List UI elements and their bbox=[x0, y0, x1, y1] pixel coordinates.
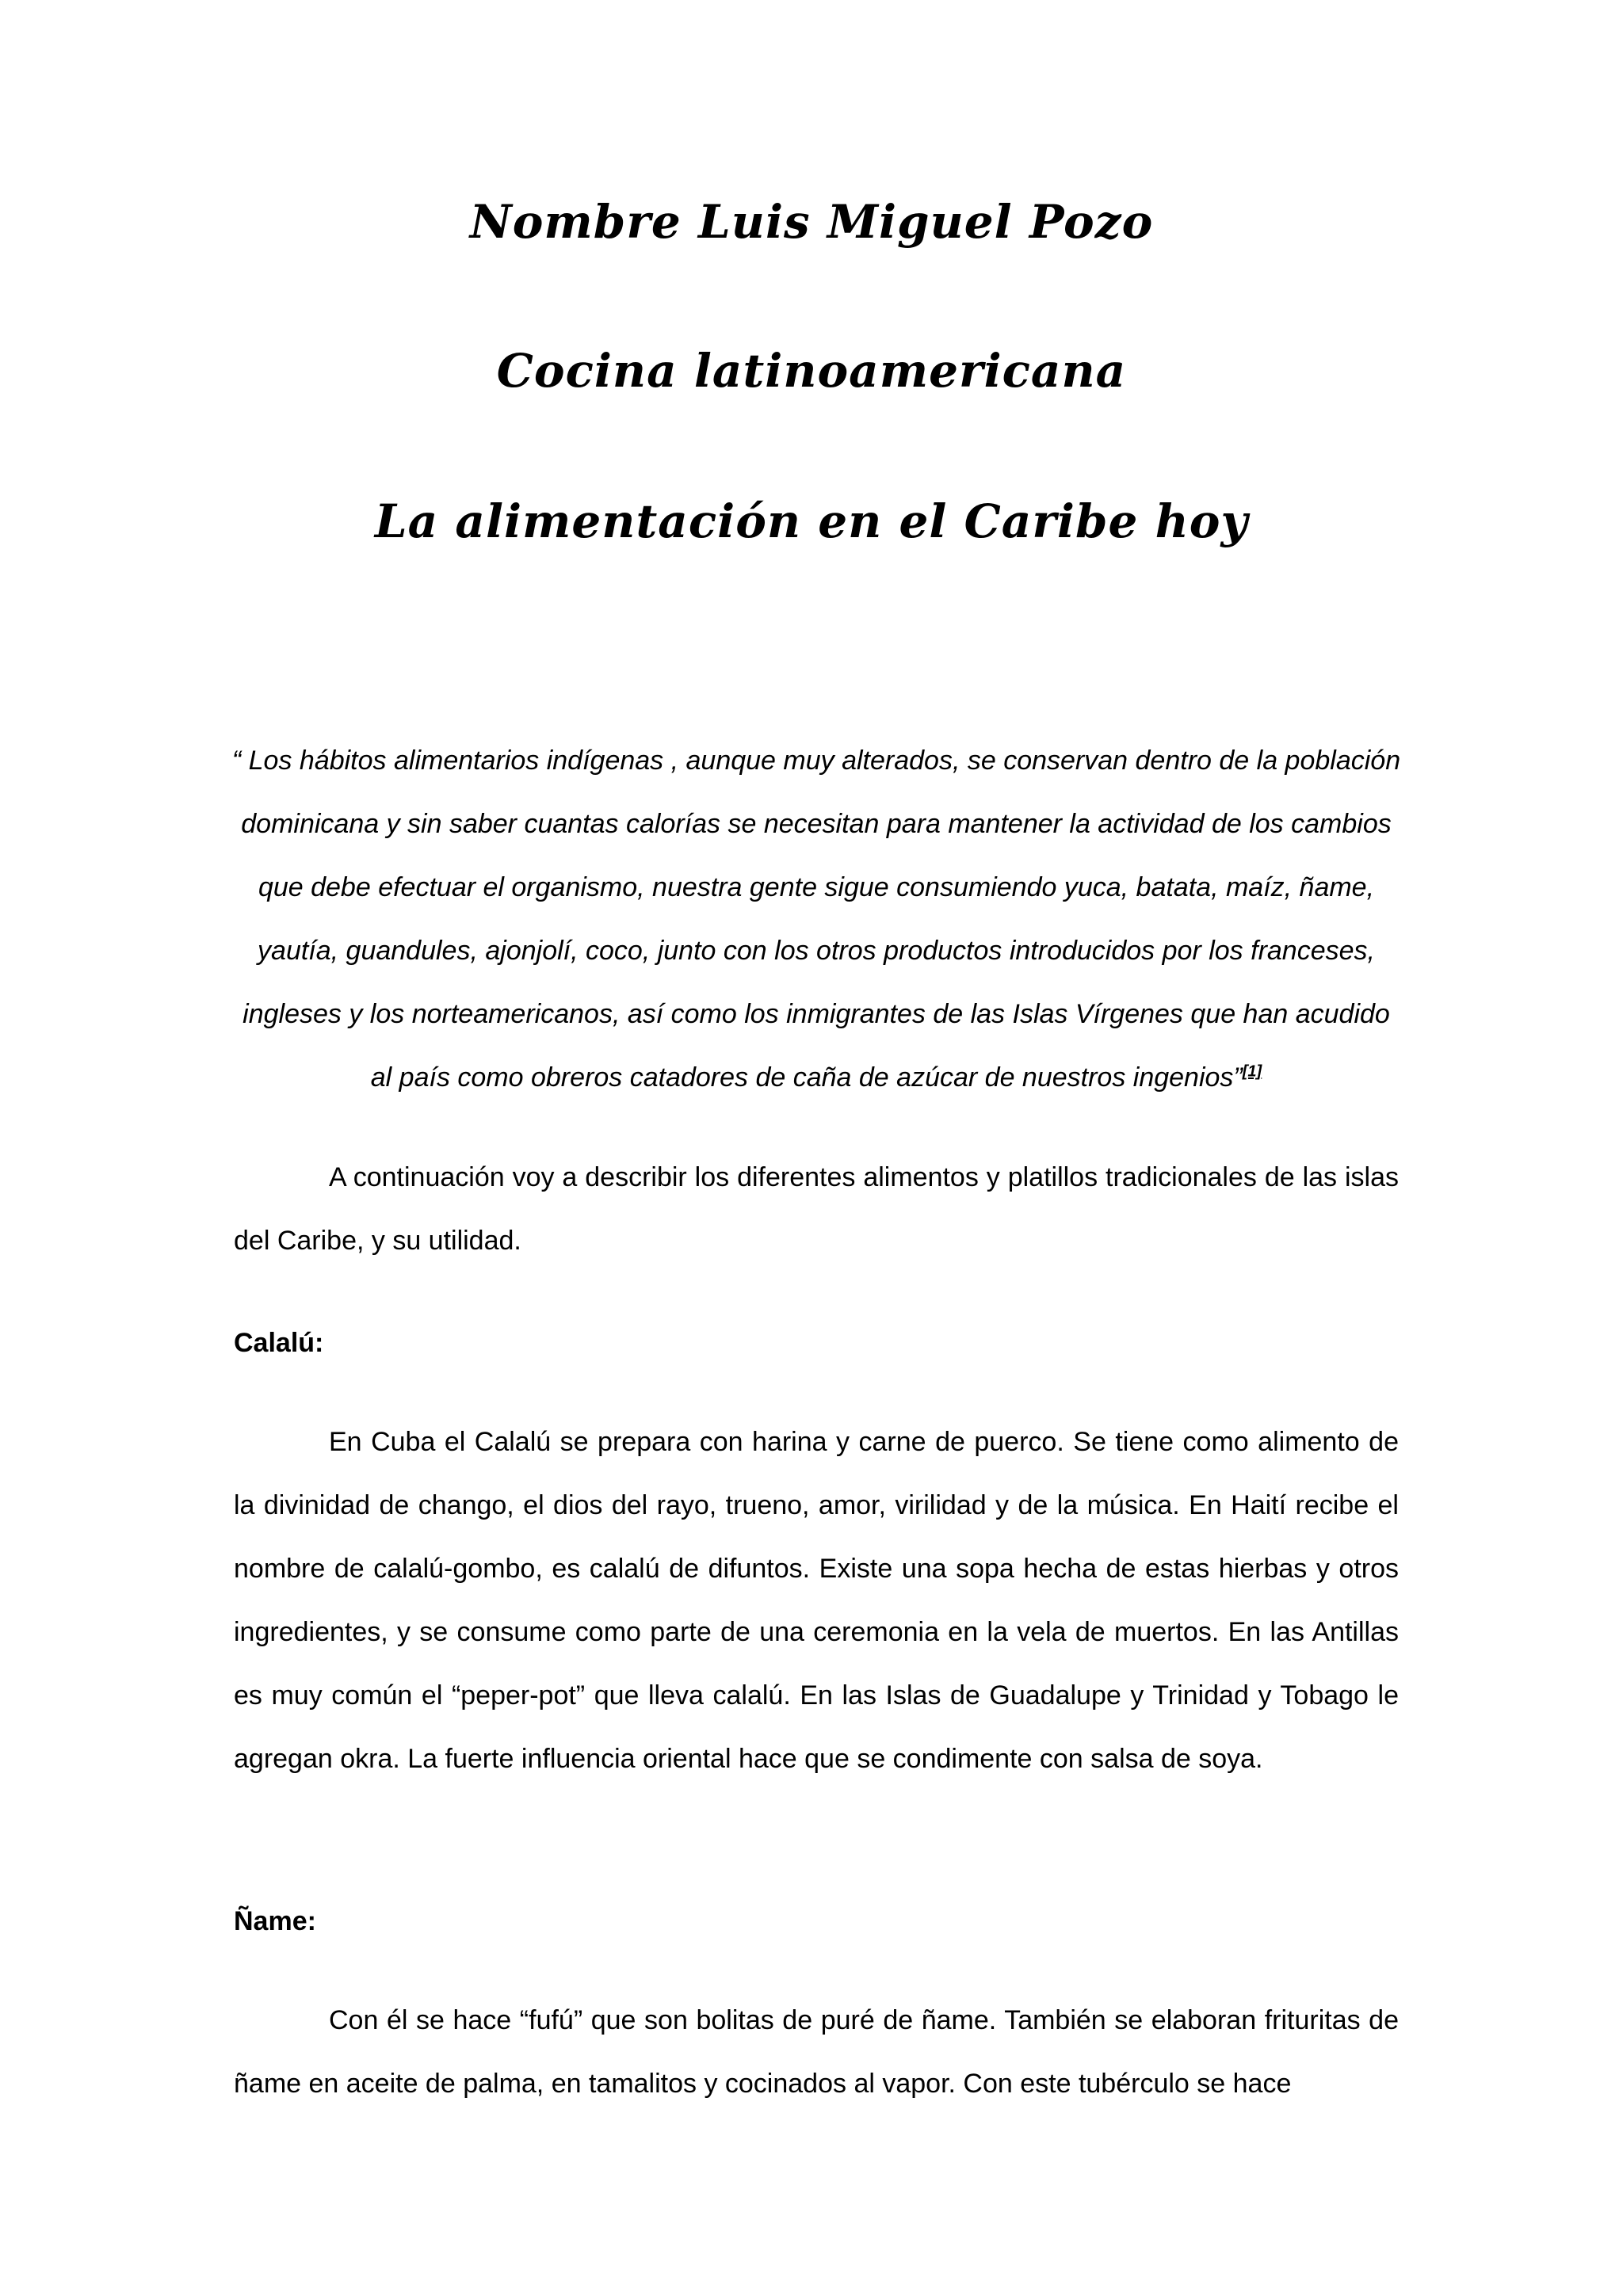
course-heading: Cocina latinoamericana bbox=[496, 344, 1127, 398]
quote-text: “ Los hábitos alimentarios indígenas , aunque muy alterados, se conservan dentro de la población dominicana y sin saber cuantas calorías se necesitan para mantener la actividad de los cambios que debe efectuar el organismo, nuestra gente sigue consumiendo yuca, batata, maíz, ñame, yautía, guandules, ajonjolí, coco, junto con los otros productos introducidos por los franceses, ingleses y los norteamericanos, así como los inmigrantes de las Islas Vírgenes que han acudido al país como obreros catadores de caña de azúcar de nuestros ingenios” bbox=[231, 746, 1401, 1093]
section-heading-calalu: Calalú: bbox=[234, 1328, 324, 1358]
epigraph-quote bbox=[230, 729, 1403, 1109]
section-heading-name: Ñame: bbox=[234, 1906, 316, 1936]
intro-paragraph: A continuación voy a describir los diferentes alimentos y platillos tradicionales de las islas del Caribe, y su utilidad. bbox=[234, 1162, 1399, 1256]
footnote-link[interactable]: [1] bbox=[1242, 1062, 1262, 1081]
author-name-heading: Nombre Luis Miguel Pozo bbox=[469, 195, 1154, 249]
section-paragraph-calalu: En Cuba el Calalú se prepara con harina y carne de puerco. Se tiene como alimento de la divinidad de chango, el dios del rayo, trueno, amor, virilidad y de la música. En Haití recibe el nombre de calalú-gombo, es calalú de difuntos. Existe una sopa hecha de estas hierbas y otros ingredientes, y se consume como parte de una ceremonia en la vela de muertos. En las Antillas es muy común el “peper-pot” que lleva calalú. En las Islas de Guadalupe y Trinidad y Tobago le agregan okra. La fuerte influencia oriental hace que se condimente con salsa de soya. bbox=[234, 1427, 1399, 1774]
section-paragraph-name: Con él se hace “fufú” que son bolitas de puré de ñame. También se elaboran frituritas de ñame en aceite de palma, en tamalitos y cocinados al vapor. Con este tubérculo se hace bbox=[234, 2005, 1399, 2099]
document-title: La alimentación en el Caribe hoy bbox=[374, 494, 1249, 548]
